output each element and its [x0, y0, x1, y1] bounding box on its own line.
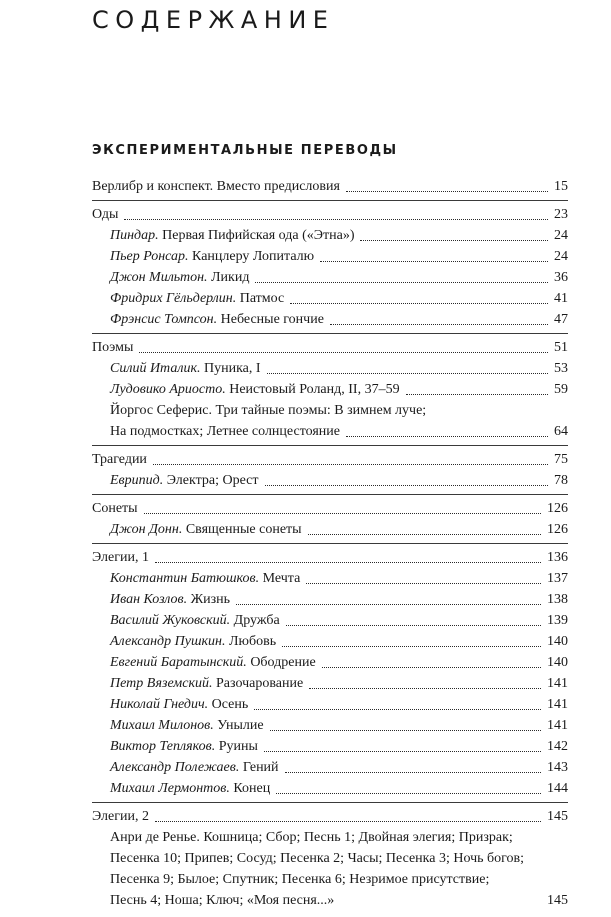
toc-page-number: 137: [547, 571, 568, 586]
dot-leader: [276, 793, 541, 794]
toc-author: Михаил Лермонтов.: [110, 781, 230, 796]
toc-work-title: Канцлеру Лопиталю: [192, 249, 315, 264]
toc-page-number: 126: [547, 501, 568, 516]
toc-group-ody: [92, 204, 568, 334]
dot-leader: [286, 625, 541, 626]
toc-entry-multiline[interactable]: [92, 827, 568, 911]
toc-entry[interactable]: [92, 176, 568, 197]
toc-work-title: Пуника, I: [204, 361, 261, 376]
toc-page-number: 142: [547, 739, 568, 754]
toc-page-number: 136: [547, 550, 568, 565]
toc-work-title-line: Три тайные поэмы: В зимнем луче;: [215, 403, 427, 418]
dot-leader: [264, 751, 541, 752]
toc-page-number: 145: [547, 809, 568, 824]
toc-author: Пьер Ронсар.: [110, 249, 189, 264]
dot-leader: [236, 604, 541, 605]
toc-work-title: Священные сонеты: [185, 522, 302, 537]
toc-entry[interactable]: [92, 757, 568, 778]
toc-page-number: 78: [554, 473, 568, 488]
toc-section-title: Поэмы: [92, 340, 134, 355]
toc-work-title: Унылие: [217, 718, 264, 733]
dot-leader: [360, 240, 548, 241]
dot-leader: [282, 646, 541, 647]
toc-entry[interactable]: [92, 631, 568, 652]
toc-section-entry[interactable]: [92, 547, 568, 568]
dot-leader: [124, 219, 548, 220]
toc-author: Пиндар.: [110, 228, 159, 243]
toc-group-elegii-1: [92, 547, 568, 803]
dot-leader: [144, 513, 541, 514]
dot-leader: [309, 688, 541, 689]
toc-work-title: Электра; Орест: [166, 473, 259, 488]
toc-page-number: 53: [554, 361, 568, 376]
toc-work-title: Ободрение: [250, 655, 316, 670]
toc-work-title: Руины: [218, 739, 258, 754]
dot-leader: [265, 485, 549, 486]
toc-entry[interactable]: [92, 715, 568, 736]
toc-author: Петр Вяземский.: [110, 676, 213, 691]
toc-section-entry[interactable]: [92, 806, 568, 827]
toc-work-title: Ликид: [211, 270, 250, 285]
toc-page-number: 144: [547, 781, 568, 796]
toc-work-title: Мечта: [262, 571, 301, 586]
toc-entry-multiline[interactable]: [92, 400, 568, 442]
toc-entry[interactable]: [92, 519, 568, 540]
toc-page-number: 23: [554, 207, 568, 222]
toc-work-title-line: Песенка 9; Былое; Спутник; Песенка 6; Незримое присутствие;: [110, 872, 490, 887]
toc-author: Виктор Тепляков.: [110, 739, 216, 754]
dot-leader: [290, 303, 548, 304]
toc-entry[interactable]: [92, 379, 568, 400]
toc-author: Александр Пушкин.: [110, 634, 226, 649]
toc-author: Джон Мильтон.: [110, 270, 208, 285]
toc-work-title: Первая Пифийская ода («Этна»): [162, 228, 355, 243]
toc-work-title-line: Кошница; Сбор; Песнь 1; Двойная элегия; Призрак;: [203, 830, 513, 845]
toc-page-number: 140: [547, 655, 568, 670]
dot-leader: [155, 821, 541, 822]
toc-page-number: 41: [554, 291, 568, 306]
toc-section-title: Оды: [92, 207, 119, 222]
toc-work-title-line: Песенка 10; Припев; Сосуд; Песенка 2; Часы; Песенка 3; Ночь богов;: [110, 851, 525, 866]
toc-author: Василий Жуковский.: [110, 613, 231, 628]
toc-page-number: 140: [547, 634, 568, 649]
toc-page-number: 24: [554, 228, 568, 243]
toc-work-title: Патмос: [239, 291, 285, 306]
toc-section-title: Сонеты: [92, 501, 138, 516]
table-of-contents: [92, 176, 568, 917]
toc-page-number: 59: [554, 382, 568, 397]
dot-leader: [346, 191, 548, 192]
toc-author: Лудовико Ариосто.: [110, 382, 226, 397]
toc-author: Йоргос Сеферис.: [110, 403, 212, 418]
toc-page-number: 143: [547, 760, 568, 775]
toc-page-number: 145: [547, 893, 568, 908]
toc-author: Константин Батюшков.: [110, 571, 260, 586]
toc-page-number: 141: [547, 718, 568, 733]
toc-work-title: Гений: [242, 760, 279, 775]
toc-group-sonety: [92, 498, 568, 544]
toc-work-title: Конец: [233, 781, 271, 796]
toc-entry[interactable]: [92, 225, 568, 246]
dot-leader: [267, 373, 548, 374]
dot-leader: [330, 324, 548, 325]
toc-entry[interactable]: [92, 568, 568, 589]
dot-leader: [308, 534, 541, 535]
toc-section-entry[interactable]: [92, 498, 568, 519]
dot-leader: [285, 772, 541, 773]
toc-group-poemy: [92, 337, 568, 446]
toc-page-number: 15: [554, 179, 568, 194]
dot-leader: [155, 562, 541, 563]
toc-page-number: 24: [554, 249, 568, 264]
dot-leader: [406, 394, 548, 395]
toc-entry[interactable]: [92, 673, 568, 694]
toc-section-entry[interactable]: [92, 449, 568, 470]
toc-section-title: Трагедии: [92, 452, 147, 467]
toc-work-title: Разочарование: [216, 676, 304, 691]
toc-entry[interactable]: [92, 288, 568, 309]
toc-entry[interactable]: [92, 470, 568, 491]
toc-author: Михаил Милонов.: [110, 718, 214, 733]
toc-author: Фрэнсис Томпсон.: [110, 312, 218, 327]
toc-section-title: Элегии, 1: [92, 550, 149, 565]
toc-work-title-line: Песнь 4; Ноша; Ключ; «Моя песня...»: [110, 893, 335, 908]
toc-page-number: 51: [554, 340, 568, 355]
toc-work-title: Небесные гончие: [220, 312, 324, 327]
section-heading: ЭКСПЕРИМЕНТАЛЬНЫЕ ПЕРЕВОДЫ: [92, 143, 398, 158]
toc-entry[interactable]: [92, 736, 568, 757]
toc-page-number: 126: [547, 522, 568, 537]
toc-work-title: Любовь: [229, 634, 277, 649]
toc-page-number: 139: [547, 613, 568, 628]
toc-section-title: Элегии, 2: [92, 809, 149, 824]
toc-page-number: 138: [547, 592, 568, 607]
toc-entry[interactable]: [92, 694, 568, 715]
toc-work-title-line: На подмостках; Летнее солнцестояние: [110, 424, 341, 439]
dot-leader: [346, 436, 548, 437]
toc-entry[interactable]: [92, 589, 568, 610]
dot-leader: [255, 282, 548, 283]
toc-work-title: Жизнь: [190, 592, 231, 607]
toc-author: Анри де Ренье.: [110, 830, 200, 845]
dot-leader: [139, 352, 548, 353]
toc-section-entry[interactable]: [92, 204, 568, 225]
toc-entry[interactable]: [92, 610, 568, 631]
dot-leader: [153, 464, 548, 465]
toc-author: Фридрих Гёльдерлин.: [110, 291, 237, 306]
dot-leader: [254, 709, 541, 710]
dot-leader: [270, 730, 541, 731]
toc-work-title: Дружба: [233, 613, 280, 628]
toc-entry[interactable]: [92, 652, 568, 673]
page-title: СОДЕРЖАНИЕ: [92, 6, 335, 34]
toc-page-number: 141: [547, 676, 568, 691]
toc-entry[interactable]: [92, 309, 568, 330]
toc-group-elegii-2: [92, 806, 568, 914]
toc-page-number: 36: [554, 270, 568, 285]
toc-work-title: Неистовый Роланд, II, 37–59: [229, 382, 400, 397]
toc-group-preface: [92, 176, 568, 201]
toc-author: Александр Полежаев.: [110, 760, 240, 775]
toc-page-number: 64: [554, 424, 568, 439]
toc-author: Силий Италик.: [110, 361, 201, 376]
toc-author: Иван Козлов.: [110, 592, 188, 607]
toc-section-entry[interactable]: [92, 337, 568, 358]
toc-page-number: 141: [547, 697, 568, 712]
toc-entry[interactable]: [92, 778, 568, 799]
toc-entry[interactable]: [92, 246, 568, 267]
toc-page-number: 75: [554, 452, 568, 467]
toc-author: Николай Гнедич.: [110, 697, 209, 712]
toc-entry[interactable]: [92, 267, 568, 288]
toc-group-tragedii: [92, 449, 568, 495]
toc-author: Джон Донн.: [110, 522, 183, 537]
toc-author: Евгений Баратынский.: [110, 655, 247, 670]
toc-author: Еврипид.: [110, 473, 164, 488]
dot-leader: [320, 261, 548, 262]
dot-leader: [340, 905, 541, 906]
toc-work-title: Осень: [211, 697, 249, 712]
toc-page-number: 47: [554, 312, 568, 327]
dot-leader: [322, 667, 541, 668]
toc-entry[interactable]: [92, 358, 568, 379]
toc-entry-title: Верлибр и конспект. Вместо предисловия: [92, 179, 340, 194]
dot-leader: [306, 583, 541, 584]
